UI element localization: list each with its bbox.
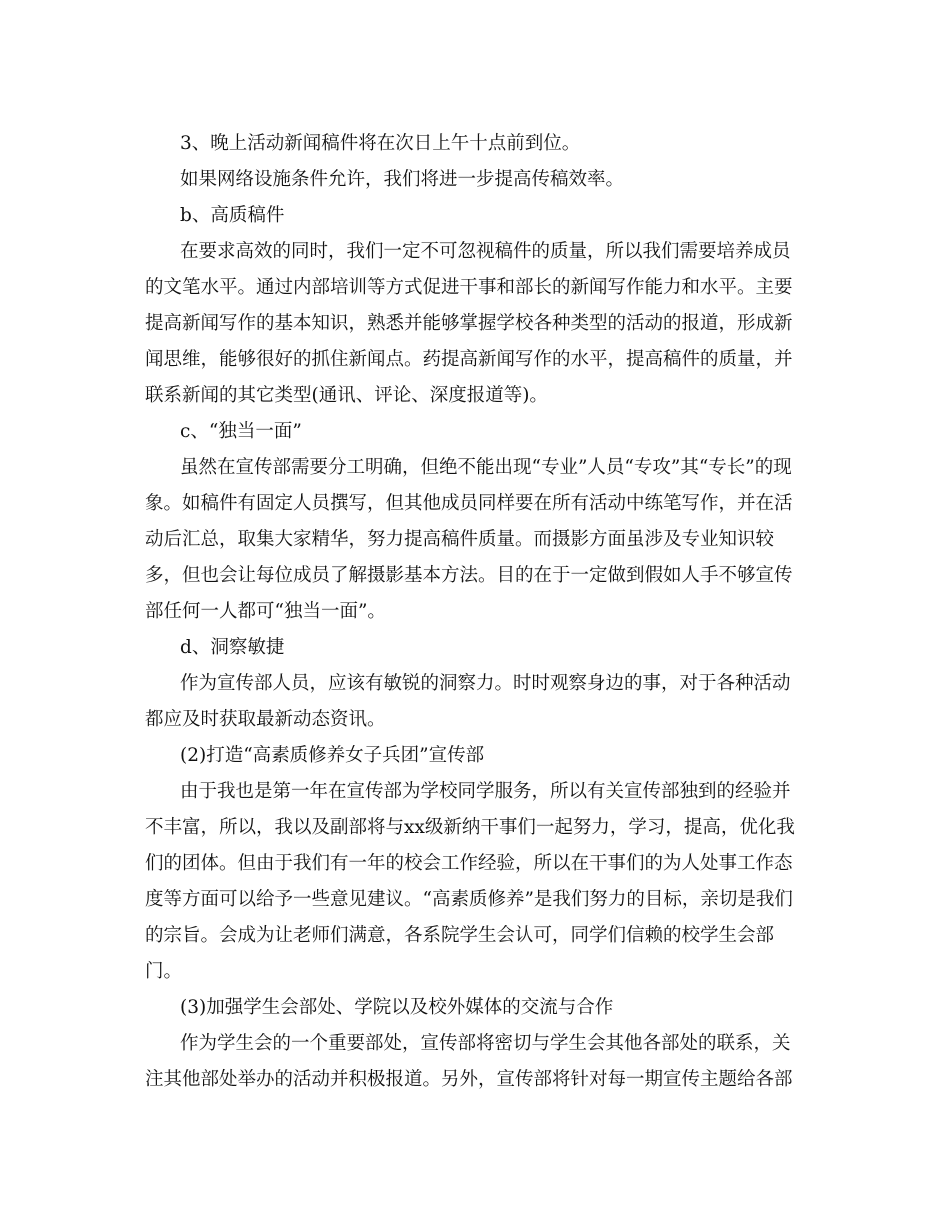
text-line: 闻思维，能够很好的抓住新闻点。药提高新闻写作的水平，提高稿件的质量，并 [145,349,793,370]
text-line: 象。如稿件有固定人员撰写，但其他成员同样要在所有活动中练笔写作，并在活 [145,493,793,514]
text-line: 门。 [145,961,183,982]
text-line: 在要求高效的同时，我们一定不可忽视稿件的质量，所以我们需要培养成员 [180,241,791,262]
text-line: 3、晚上活动新闻稿件将在次日上午十点前到位。 [180,133,581,154]
text-line: 由于我也是第一年在宣传部为学校同学服务，所以有关宣传部独到的经验并 [180,781,791,802]
text-line: 部任何一人都可“独当一面”。 [145,601,386,622]
text-line: 的宗旨。会成为让老师们满意，各系院学生会认可，同学们信赖的校学生会部 [145,925,775,946]
section-heading: b、高质稿件 [180,205,285,226]
text-line: 的文笔水平。通过内部培训等方式促进干事和部长的新闻写作能力和水平。主要 [145,277,793,298]
text-line: 提高新闻写作的基本知识，熟悉并能够掌握学校各种类型的活动的报道，形成新 [145,313,793,334]
section-heading: (3)加强学生会部处、学院以及校外媒体的交流与合作 [180,997,614,1018]
section-heading: c、“独当一面” [180,421,302,442]
text-line: 作为宣传部人员，应该有敏锐的洞察力。时时观察身边的事，对于各种活动 [180,673,791,694]
text-line: 注其他部处举办的活动并积极报道。另外，宣传部将针对每一期宣传主题给各部 [145,1069,793,1090]
text-line: 度等方面可以给予一些意见建议。“高素质修养”是我们努力的目标，亲切是我们 [145,889,793,910]
text-line: 不丰富，所以，我以及副部将与xx级新纳干事们一起努力，学习，提高，优化我 [145,817,795,838]
section-heading: d、洞察敏捷 [180,637,285,658]
text-line: 作为学生会的一个重要部处，宣传部将密切与学生会其他各部处的联系，关 [180,1033,791,1054]
text-line: 虽然在宣传部需要分工明确，但绝不能出现“专业”人员“专攻”其“专长”的现 [180,457,792,478]
text-line: 动后汇总，取集大家精华，努力提高稿件质量。而摄影方面虽涉及专业知识较 [145,529,775,550]
text-line: 如果网络设施条件允许，我们将进一步提高传稿效率。 [180,169,625,190]
text-line: 多，但也会让每位成员了解摄影基本方法。目的在于一定做到假如人手不够宣传 [145,565,793,586]
section-heading: (2)打造“高素质修养女子兵团”宣传部 [180,745,485,766]
text-line: 们的团体。但由于我们有一年的校会工作经验，所以在干事们的为人处事工作态 [145,853,793,874]
text-line: 联系新闻的其它类型(通讯、评论、深度报道等)。 [145,385,548,406]
text-line: 都应及时获取最新动态资讯。 [145,709,386,730]
